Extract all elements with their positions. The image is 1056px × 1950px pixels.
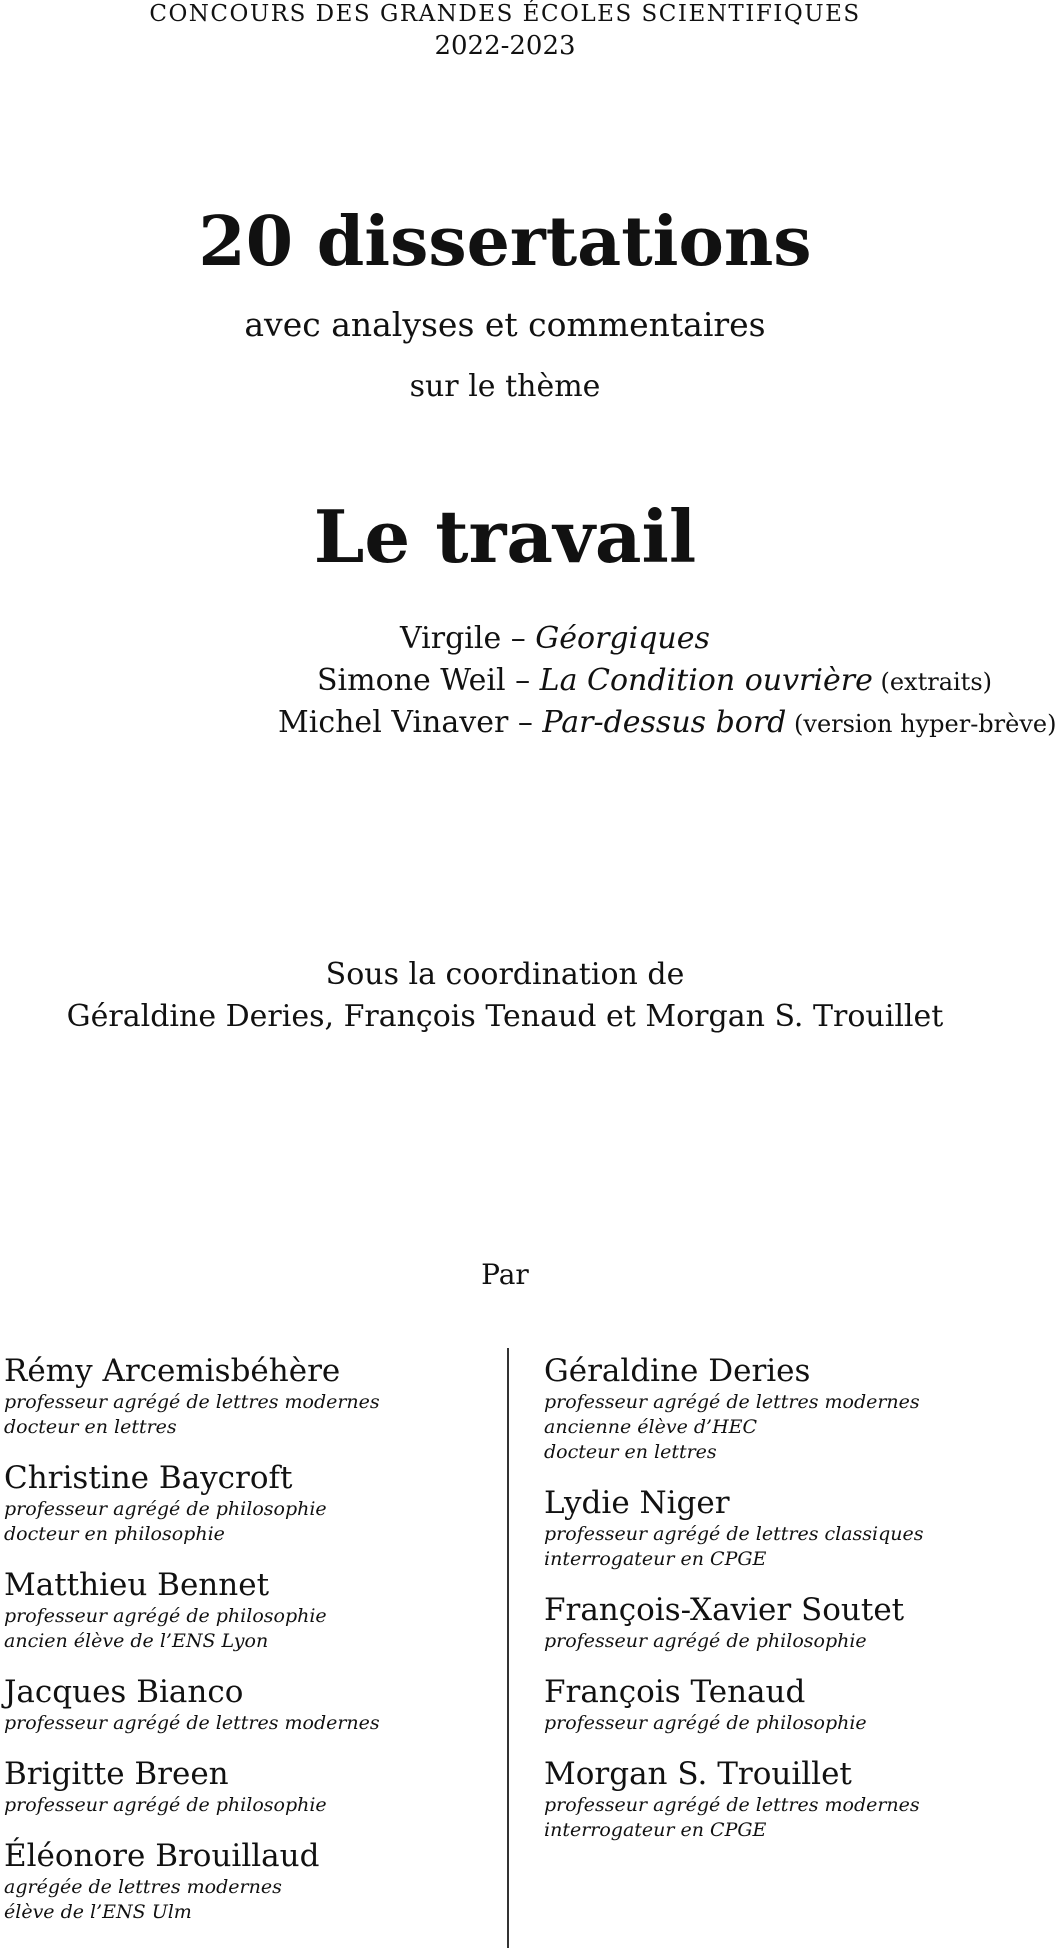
contributor (544, 1591, 1024, 1654)
contributor (4, 1673, 484, 1736)
contributor-title: docteur en lettres (544, 1441, 717, 1463)
work-title: Par-dessus bord (542, 705, 787, 740)
contributor-title: professeur agrégé de lettres modernes (544, 1794, 920, 1816)
theme-intro: sur le thème (409, 369, 601, 404)
contributors-right-column (544, 1352, 1024, 1862)
contest-heading: CONCOURS DES GRANDES ÉCOLES SCIENTIFIQUES (149, 1, 861, 27)
contributor-title: professeur agrégé de philosophie (4, 1794, 327, 1816)
contributor-title: professeur agrégé de philosophie (4, 1605, 327, 1627)
work-title: Géorgiques (535, 621, 710, 656)
contributor-title: professeur agrégé de lettres modernes (4, 1712, 380, 1734)
contributor (544, 1352, 1024, 1465)
contributor-title: interrogateur en CPGE (544, 1819, 767, 1841)
contributor-name: Jacques Bianco (4, 1674, 244, 1710)
work-note: (extraits) (872, 668, 992, 696)
work-author: Virgile – (400, 621, 536, 656)
contributor-title: professeur agrégé de lettres modernes (544, 1391, 920, 1413)
contributor (544, 1755, 1024, 1843)
work-author: Simone Weil – (317, 663, 540, 698)
contributor-name: Brigitte Breen (4, 1756, 229, 1792)
contributor-name: François Tenaud (544, 1674, 806, 1710)
contributor-title: élève de l’ENS Ulm (4, 1901, 192, 1923)
contributor-name: Morgan S. Trouillet (544, 1756, 852, 1792)
contributor-name: Lydie Niger (544, 1485, 730, 1521)
column-divider (507, 1348, 509, 1948)
contributor (4, 1755, 484, 1818)
contributor-title: docteur en lettres (4, 1416, 177, 1438)
contributor-name: Rémy Arcemisbéhère (4, 1353, 341, 1389)
coordination-names: Géraldine Deries, François Tenaud et Morgan S. Trouillet (66, 999, 944, 1034)
contributor-title: professeur agrégé de lettres classiques (544, 1523, 924, 1545)
contributor-title: agrégée de lettres modernes (4, 1876, 282, 1898)
contributor-name: Christine Baycroft (4, 1460, 293, 1496)
contributor (4, 1459, 484, 1547)
contributor (4, 1352, 484, 1440)
contributor-title: professeur agrégé de philosophie (544, 1630, 867, 1652)
work-author: Michel Vinaver – (278, 705, 543, 740)
contributor (4, 1837, 484, 1925)
contributor-name: François-Xavier Soutet (544, 1592, 905, 1628)
work-vinaver (278, 702, 1056, 745)
coordination-intro: Sous la coordination de (325, 957, 685, 992)
contributor (544, 1673, 1024, 1736)
contributor-title: interrogateur en CPGE (544, 1548, 767, 1570)
contributor (4, 1566, 484, 1654)
contributor-title: ancienne élève d’HEC (544, 1416, 758, 1438)
contributor-name: Éléonore Brouillaud (4, 1838, 320, 1874)
work-title: La Condition ouvrière (539, 663, 873, 698)
contributor-title: professeur agrégé de lettres modernes (4, 1391, 380, 1413)
work-virgile (400, 618, 710, 660)
contributor-title: professeur agrégé de philosophie (544, 1712, 867, 1734)
theme-title: Le travail (313, 494, 697, 579)
authors-intro: Par (481, 1258, 529, 1291)
work-weil (317, 660, 992, 703)
book-subtitle: avec analyses et commentaires (244, 305, 766, 344)
contributor (544, 1484, 1024, 1572)
contributor-title: ancien élève de l’ENS Lyon (4, 1630, 269, 1652)
contributor-title: professeur agrégé de philosophie (4, 1498, 327, 1520)
contributors-left-column (4, 1352, 484, 1944)
work-note: (version hyper-brève) (786, 710, 1056, 738)
contributor-name: Matthieu Bennet (4, 1567, 270, 1603)
contributor-name: Géraldine Deries (544, 1353, 811, 1389)
contributor-title: docteur en philosophie (4, 1523, 225, 1545)
book-title: 20 dissertations (198, 202, 812, 282)
contest-year: 2022-2023 (434, 31, 576, 61)
